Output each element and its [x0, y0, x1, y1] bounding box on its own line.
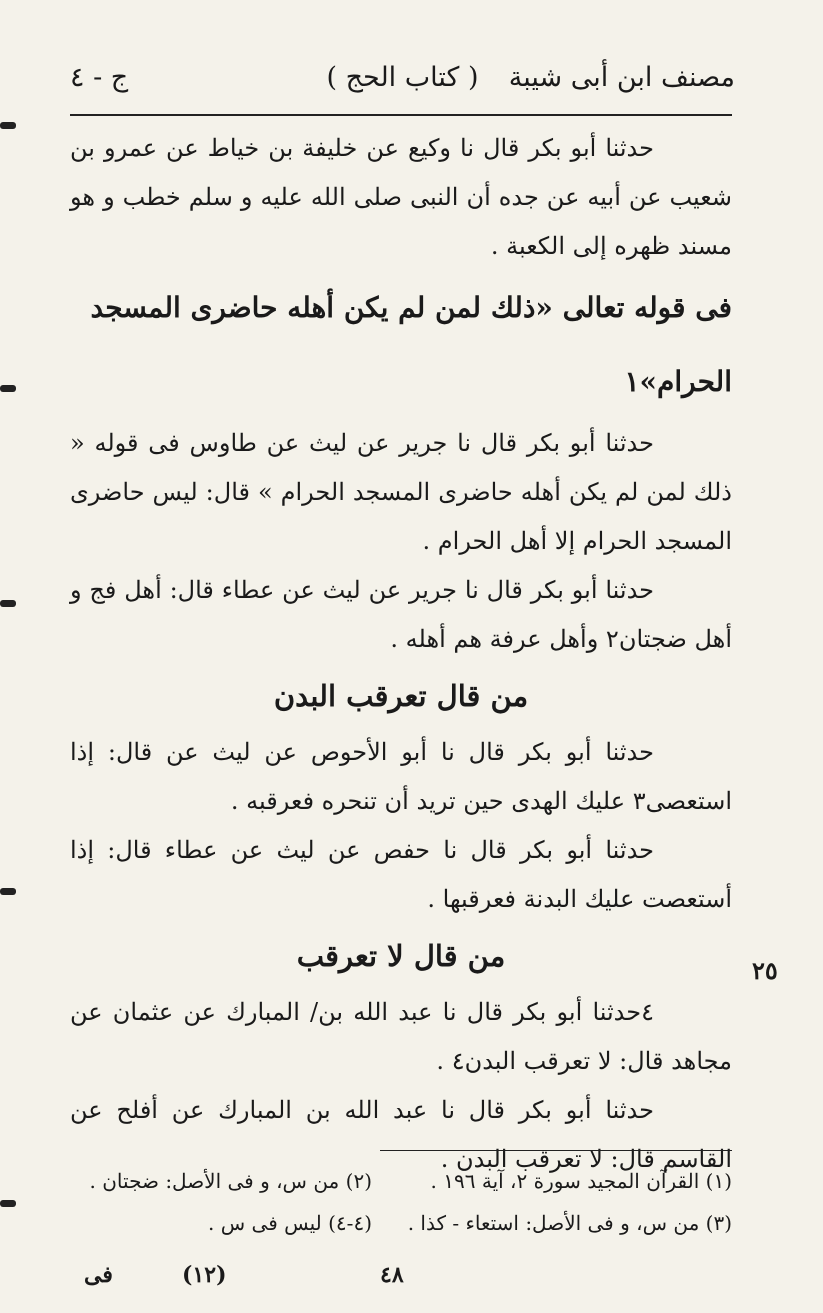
chapter-title-3: من قال لا تعرقب	[296, 939, 506, 973]
paragraph-5: حدثنا أبو بكر قال نا حفص عن ليث عن عطاء قال: إذا أستعصت عليك البدنة فعرقبها .	[70, 836, 732, 913]
footnote-1: (١) القرآن المجيد سورة ٢، آية ١٩٦ .	[430, 1169, 732, 1193]
chapter-title-2: من قال تعرقب البدن	[273, 679, 529, 713]
paragraph-7: حدثنا أبو بكر قال نا عبد الله بن المبارك عن أفلح عن القاسم قال: لا تعرقب البدن .	[70, 1096, 732, 1173]
paragraph-3: حدثنا أبو بكر قال نا جرير عن ليث عن عطاء قال: أهل فج و أهل ضجتان٢ وأهل عرفة هم أهله .	[70, 576, 732, 653]
binding-mark	[0, 600, 16, 607]
paragraph-1: حدثنا أبو بكر قال نا وكيع عن خليفة بن خياط عن عمرو بن شعيب عن أبيه عن جده أن النبى صلى الله عليه و سلم خطب و هو مسند ظهره إلى الكعبة .	[70, 134, 732, 260]
header-rule	[70, 114, 732, 116]
footnote-2: (٢) من س، و فى الأصل: ضجتان .	[89, 1169, 372, 1193]
catchword: فى	[84, 1262, 113, 1288]
paragraph-2: حدثنا أبو بكر قال نا جرير عن ليث عن طاوس فى قوله « ذلك لمن لم يكن أهله حاضرى المسجد الحرام » قال: ليس حاضرى المسجد الحرام إلا أهل الحرام .	[70, 429, 732, 555]
footnote-row	[70, 1202, 732, 1244]
page-number: ٤٨	[380, 1262, 404, 1288]
main-text	[70, 124, 732, 1184]
binding-mark	[0, 1200, 16, 1207]
binding-mark	[0, 122, 16, 129]
footnote-3: (٣) من س، و فى الأصل: استعاء - كذا .	[407, 1211, 732, 1235]
binding-mark	[0, 888, 16, 895]
footnote-row	[70, 1160, 732, 1202]
chapter-title-1: فى قوله تعالى «ذلك لمن لم يكن أهله حاضرى المسجد الحرام»١	[90, 291, 732, 398]
running-header	[70, 62, 735, 106]
footnotes	[70, 1160, 732, 1244]
footnote-4: (٤-٤) ليس فى س .	[208, 1211, 372, 1235]
footnote-rule	[380, 1150, 732, 1151]
binding-mark	[0, 385, 16, 392]
paragraph-6: ٤حدثنا أبو بكر قال نا عبد الله بن/ المبارك عن عثمان عن مجاهد قال: لا تعرقب البدن٤ .	[70, 998, 732, 1075]
paragraph-4: حدثنا أبو بكر قال نا أبو الأحوص عن ليث عن قال: إذا استعصى٣ عليك الهدى حين تريد أن تنحره فعرقبه .	[70, 738, 732, 815]
header-volume: ج - ٤	[70, 62, 129, 93]
header-book-title: مصنف ابن أبى شيبة	[508, 62, 735, 93]
signature-mark: (١٢)	[182, 1262, 227, 1288]
margin-line-number: ٢٥	[752, 956, 778, 985]
header-section-title: ( كتاب الحج )	[326, 62, 479, 93]
